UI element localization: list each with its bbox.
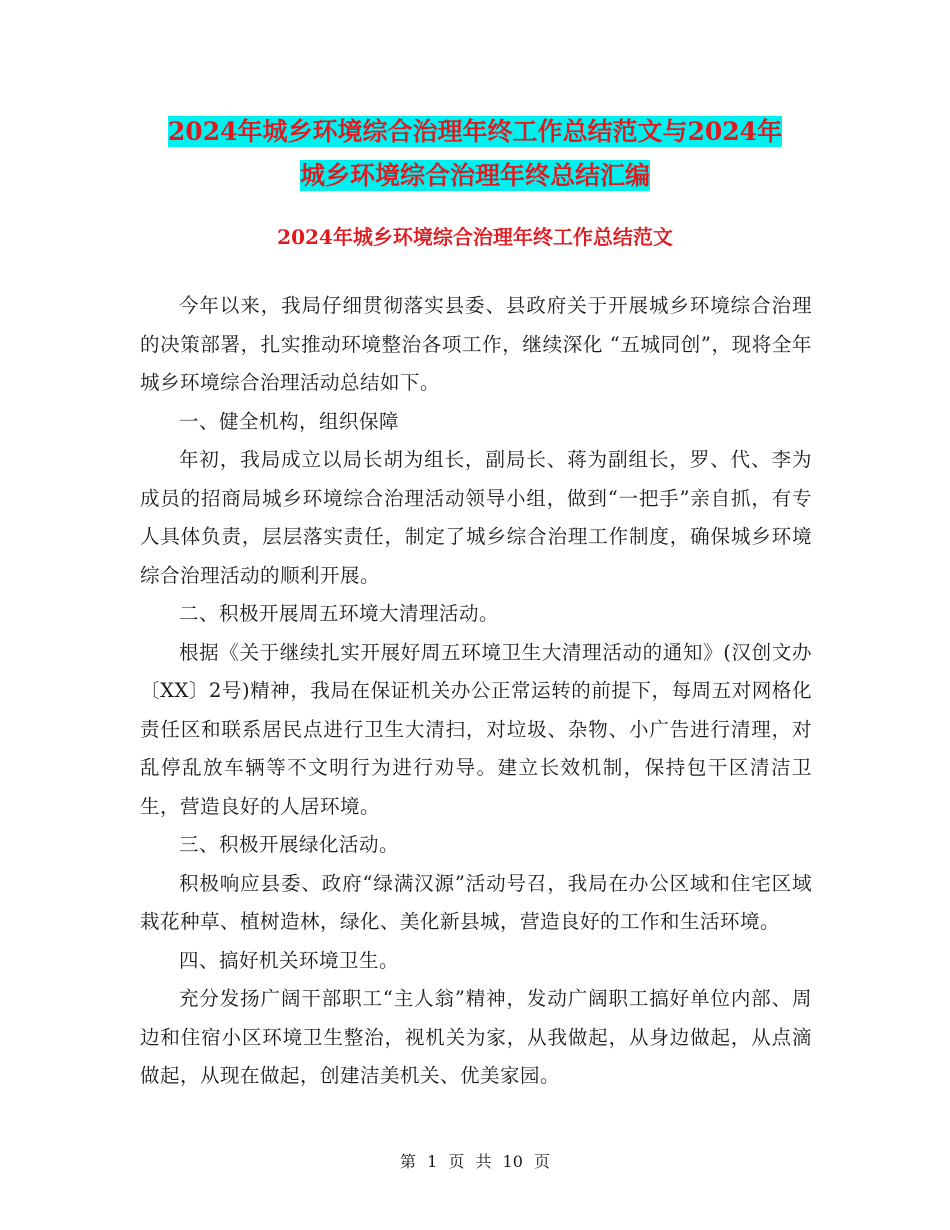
paragraph-4: 充分发扬广阔干部职工“主人翁”精神，发动广阔职工搞好单位内部、周边和住宿小区环境卫生整治，视机关为家，从我做起，从身边做起，从点滴做起，从现在做起，创建洁美机关、优美家园。 [140, 987, 812, 1087]
heading-4: 四、搞好机关环境卫生。 [179, 948, 400, 972]
paragraph-intro: 今年以来，我局仔细贯彻落实县委、县政府关于开展城乡环境综合治理的决策部署，扎实推动环境整治各项工作，继续深化 “五城同创”，现将全年城乡环境综合治理活动总结如下。 [140, 294, 812, 394]
heading-1: 一、健全机构，组织保障 [179, 409, 400, 433]
document-body [140, 287, 812, 1096]
document-main-title [140, 110, 810, 198]
heading-2: 二、积极开展周五环境大清理活动。 [179, 602, 500, 625]
paragraph-3: 积极响应县委、政府“绿满汉源”活动号召，我局在办公区域和住宅区域栽花种草、植树造林，绿化、美化新县城，营造良好的工作和生活环境。 [140, 871, 812, 933]
main-title-line-2: 城乡环境综合治理年终总结汇编 [299, 161, 650, 190]
heading-3: 三、积极开展绿化活动。 [179, 833, 400, 856]
main-title-line-1: 2024年城乡环境综合治理年终工作总结范文与2024年 [167, 117, 783, 146]
page-number-footer: 第 1 页 共 10 页 [400, 1152, 550, 1171]
paragraph-2: 根据《关于继续扎实开展好周五环境卫生大清理活动的通知》(汉创文办〔XX〕2号)精神，我局在保证机关办公正常运转的前提下，每周五对网格化责任区和联系居民点进行卫生大清扫，对垃圾、杂物、小广告进行清理，对乱停乱放车辆等不文明行为进行劝导。建立长效机制，保持包干区清洁卫生，营造良好的人居环境。 [140, 640, 812, 818]
paragraph-1: 年初，我局成立以局长胡为组长，副局长、蒋为副组长，罗、代、李为成员的招商局城乡环境综合治理活动领导小组，做到“一把手”亲自抓，有专人具体负责，层层落实责任，制定了城乡综合治理工作制度，确保城乡环境综合治理活动的顺利开展。 [140, 448, 812, 587]
section-title: 2024年城乡环境综合治理年终工作总结范文 [277, 225, 673, 249]
